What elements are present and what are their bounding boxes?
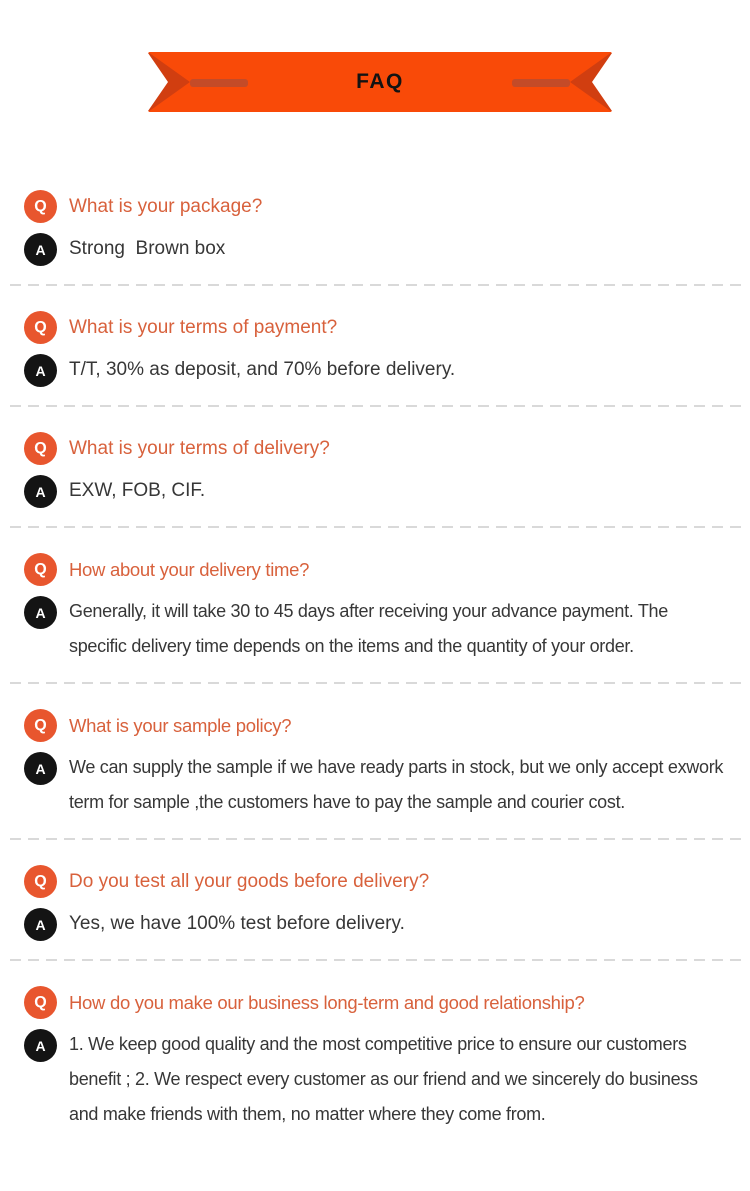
dashed-divider: [10, 405, 742, 407]
faq-list: [0, 190, 750, 1132]
answer-icon: [24, 752, 57, 785]
question-row: [24, 190, 730, 223]
answer-text: We can supply the sample if we have ready parts in stock, but we only accept exwork term for sample ,the customers have to pay the sample and courier cost.: [69, 757, 728, 812]
question-icon: [24, 709, 57, 742]
question-row: [24, 553, 730, 586]
dashed-divider: [10, 959, 742, 961]
answer-icon: [24, 1029, 57, 1062]
question-icon: [24, 432, 57, 465]
faq-item-testing: [24, 865, 730, 941]
question-icon-letter: Q: [34, 993, 47, 1011]
dashed-divider: [10, 526, 742, 528]
question-text: What is your sample policy?: [69, 715, 292, 736]
faq-item-sample-policy: [24, 709, 730, 820]
answer-icon-letter: A: [35, 362, 46, 379]
question-icon-letter: Q: [34, 872, 47, 890]
question-icon-letter: Q: [34, 560, 47, 578]
dashed-divider: [10, 284, 742, 286]
question-icon: [24, 190, 57, 223]
answer-text: EXW, FOB, CIF.: [69, 480, 206, 501]
answer-text: Generally, it will take 30 to 45 days after receiving your advance payment. The specific delivery time depends on the items and the quantity of your order.: [69, 601, 673, 656]
faq-banner: [148, 0, 612, 112]
question-text: How about your delivery time?: [69, 559, 310, 580]
question-icon-letter: Q: [34, 318, 47, 336]
dashed-divider: [10, 682, 742, 684]
question-row: [24, 865, 730, 898]
question-row: [24, 432, 730, 465]
question-text: What is your terms of delivery?: [69, 438, 330, 459]
answer-icon: [24, 908, 57, 941]
answer-text: Yes, we have 100% test before delivery.: [69, 913, 405, 934]
question-text: How do you make our business long-term and good relationship?: [69, 992, 585, 1013]
answer-row: [24, 595, 730, 664]
question-row: [24, 986, 730, 1019]
answer-row: [24, 1028, 730, 1132]
answer-icon: [24, 233, 57, 266]
question-icon-letter: Q: [34, 439, 47, 457]
answer-text: 1. We keep good quality and the most competitive price to ensure our customers benefit ; 2. We respect every customer as our friend and we sincerely do business and make friends with them, no matter where they come from.: [69, 1034, 703, 1124]
answer-icon-letter: A: [35, 1037, 46, 1054]
dashed-divider: [10, 838, 742, 840]
answer-icon-letter: A: [35, 604, 46, 621]
answer-icon-letter: A: [35, 916, 46, 933]
question-icon: [24, 986, 57, 1019]
answer-icon-letter: A: [35, 760, 46, 777]
question-icon: [24, 311, 57, 344]
page-title: FAQ: [356, 70, 404, 93]
answer-row: [24, 232, 730, 266]
question-row: [24, 311, 730, 344]
answer-icon-letter: A: [35, 241, 46, 258]
answer-row: [24, 907, 730, 941]
faq-item-package: [24, 190, 730, 266]
answer-text: Strong Brown box: [69, 238, 226, 259]
question-icon: [24, 553, 57, 586]
question-text: Do you test all your goods before delivery?: [69, 871, 430, 892]
answer-icon: [24, 354, 57, 387]
answer-row: [24, 474, 730, 508]
question-text: What is your terms of payment?: [69, 317, 338, 338]
answer-icon: [24, 596, 57, 629]
answer-icon: [24, 475, 57, 508]
answer-text: T/T, 30% as deposit, and 70% before delivery.: [69, 359, 456, 380]
answer-row: [24, 751, 730, 820]
question-icon: [24, 865, 57, 898]
faq-item-delivery-time: [24, 553, 730, 664]
question-row: [24, 709, 730, 742]
question-text: What is your package?: [69, 196, 263, 217]
faq-item-payment: [24, 311, 730, 387]
question-icon-letter: Q: [34, 716, 47, 734]
faq-item-delivery-terms: [24, 432, 730, 508]
question-icon-letter: Q: [34, 197, 47, 215]
answer-icon-letter: A: [35, 483, 46, 500]
faq-item-relationship: [24, 986, 730, 1132]
answer-row: [24, 353, 730, 387]
